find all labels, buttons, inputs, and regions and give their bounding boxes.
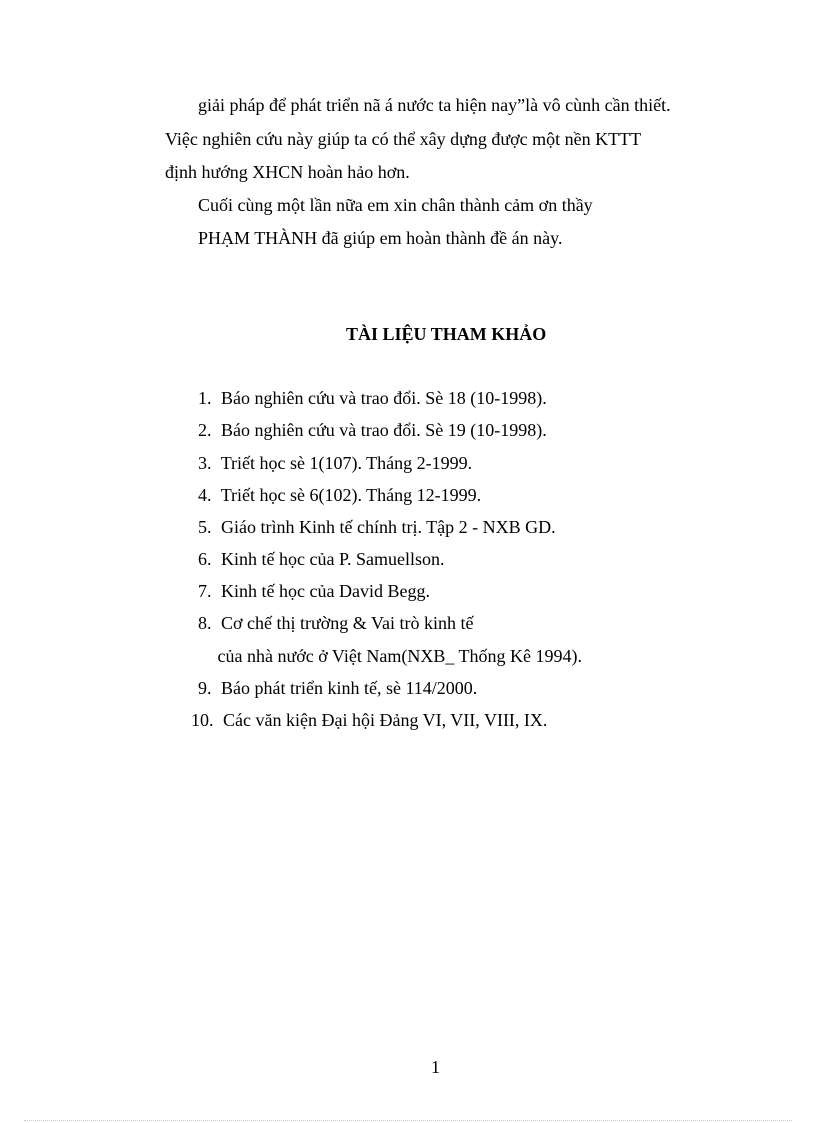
list-item-text: Cơ chế thị trường & Vai trò kinh tế xyxy=(221,613,474,633)
list-item-continuation xyxy=(213,647,582,665)
list-item xyxy=(198,486,481,504)
list-item-text: Báo nghiên cứu và trao đổi. Sè 18 (10-1998). xyxy=(221,388,547,408)
list-item-number: 4. xyxy=(198,485,212,505)
list-item-number: 6. xyxy=(198,549,212,569)
list-item xyxy=(198,550,444,568)
list-item-number: 8. xyxy=(198,613,212,633)
list-item-number: 2. xyxy=(198,420,212,440)
list-item-number: 7. xyxy=(198,581,212,601)
list-item xyxy=(198,421,547,439)
list-item-text: của nhà nước ở Việt Nam(NXB_ Thống Kê 1994). xyxy=(217,646,582,666)
paragraph-line: PHẠM THÀNH đã giúp em hoàn thành đề án này. xyxy=(198,228,563,248)
list-item xyxy=(198,389,547,407)
paragraph-line: định hướng XHCN hoàn hảo hơn. xyxy=(165,162,410,182)
list-item-text: Các văn kiện Đại hội Đảng VI, VII, VIII, IX. xyxy=(223,710,548,730)
list-item-number: 9. xyxy=(198,678,212,698)
list-item xyxy=(198,614,473,632)
list-item-text: Kinh tế học của David Begg. xyxy=(221,581,430,601)
list-item-text: Kinh tế học của P. Samuellson. xyxy=(221,549,445,569)
list-item xyxy=(198,582,430,600)
list-item xyxy=(198,679,477,697)
list-item xyxy=(198,454,472,472)
list-item-text: Báo phát triển kinh tế, sè 114/2000. xyxy=(221,678,478,698)
list-item-number: 1. xyxy=(198,388,212,408)
list-item xyxy=(198,518,556,536)
references-title: TÀI LIỆU THAM KHẢO xyxy=(346,324,547,344)
page-number: 1 xyxy=(431,1057,440,1077)
paragraph-line: Việc nghiên cứu này giúp ta có thể xây dựng được một nền KTTT xyxy=(165,129,642,149)
list-item-text: Giáo trình Kinh tế chính trị. Tập 2 - NXB GD. xyxy=(221,517,556,537)
list-item-text: Báo nghiên cứu và trao đổi. Sè 19 (10-1998). xyxy=(221,420,547,440)
paragraph-line: giải pháp để phát triển nã á nước ta hiện nay”là vô cùnh cần thiết. xyxy=(198,95,671,115)
list-item-number: 3. xyxy=(198,453,212,473)
list-item-number: 10. xyxy=(191,710,214,730)
list-item xyxy=(191,711,547,729)
list-item-text: Triết học sè 1(107). Tháng 2-1999. xyxy=(220,453,473,473)
paragraph-line: Cuối cùng một lần nữa em xin chân thành cảm ơn thầy xyxy=(198,195,593,215)
page-bottom-divider xyxy=(24,1120,792,1121)
list-item-text: Triết học sè 6(102). Tháng 12-1999. xyxy=(220,485,482,505)
list-item-number: 5. xyxy=(198,517,212,537)
